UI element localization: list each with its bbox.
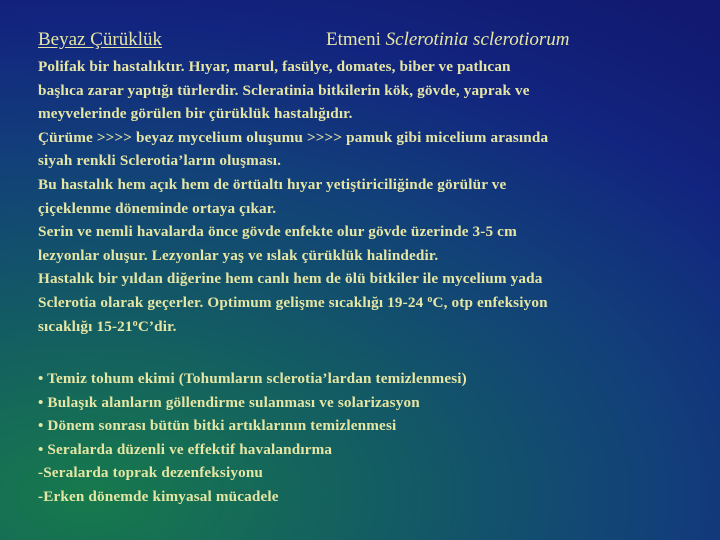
control-measure-item: • Seralarda düzenli ve effektif havalandırma <box>38 440 333 458</box>
pathogen-title <box>326 27 569 53</box>
description-line: meyvelerinde görülen bir çürüklük hastalığıdır. <box>38 105 353 123</box>
degree-mark: o <box>132 317 138 329</box>
description-line: Serin ve nemli havalarda önce gövde enfekte olur gövde üzerinde 3-5 cm <box>38 223 517 241</box>
disease-title: Beyaz Çürüklük <box>38 29 163 50</box>
temperature-text-end: C, otp enfeksiyon <box>432 293 548 311</box>
control-measures-list <box>38 367 706 509</box>
description-line: başlıca zarar yaptığı türlerdir. Scleratinia bitkilerin kök, gövde, yaprak ve <box>38 81 530 99</box>
description-line: lezyonlar oluşur. Lezyonlar yaş ve ıslak çürüklük halindedir. <box>38 246 439 264</box>
description-paragraph <box>38 55 706 338</box>
description-line: siyah renkli Sclerotia’ların oluşması. <box>38 152 282 170</box>
infection-temperature-line <box>38 315 706 339</box>
description-line: Bu hastalık hem açık hem de örtüaltı hıyar yetiştiriciliğinde görülür ve <box>38 175 507 193</box>
temperature-text: Sclerotia olarak geçerler. Optimum gelişme sıcaklığı 19-24 <box>38 293 428 311</box>
description-line: çiçeklenme döneminde ortaya çıkar. <box>38 199 277 217</box>
control-measure-item: • Dönem sonrası bütün bitki artıklarının temizlenmesi <box>38 417 397 435</box>
degree-mark: o <box>427 293 433 305</box>
pathogen-species: Sclerotinia sclerotiorum <box>385 29 570 50</box>
title-row <box>38 27 698 53</box>
description-line: Polifak bir hastalıktır. Hıyar, marul, fasülye, domates, biber ve patlıcan <box>38 58 511 75</box>
description-line: Çürüme >>>> beyaz mycelium oluşumu >>>> pamuk gibi micelium arasında <box>38 128 549 146</box>
control-measure-item: • Temiz tohum ekimi (Tohumların sclerotia’lardan temizlenmesi) <box>38 370 467 387</box>
description-line: Hastalık bir yıldan diğerine hem canlı hem de ölü bitkiler ile mycelium yada <box>38 270 543 288</box>
control-measure-item: • Bulaşık alanların göllendirme sulanması ve solarizasyon <box>38 393 420 411</box>
pathogen-prefix: Etmeni <box>326 29 381 50</box>
control-measure-item: -Erken dönemde kimyasal mücadele <box>38 487 279 505</box>
temperature-line <box>38 291 706 315</box>
infection-text: sıcaklığı 15-21 <box>38 317 133 335</box>
infection-text-end: C’dir. <box>137 317 177 335</box>
control-measure-item: -Seralarda toprak dezenfeksiyonu <box>38 464 264 482</box>
